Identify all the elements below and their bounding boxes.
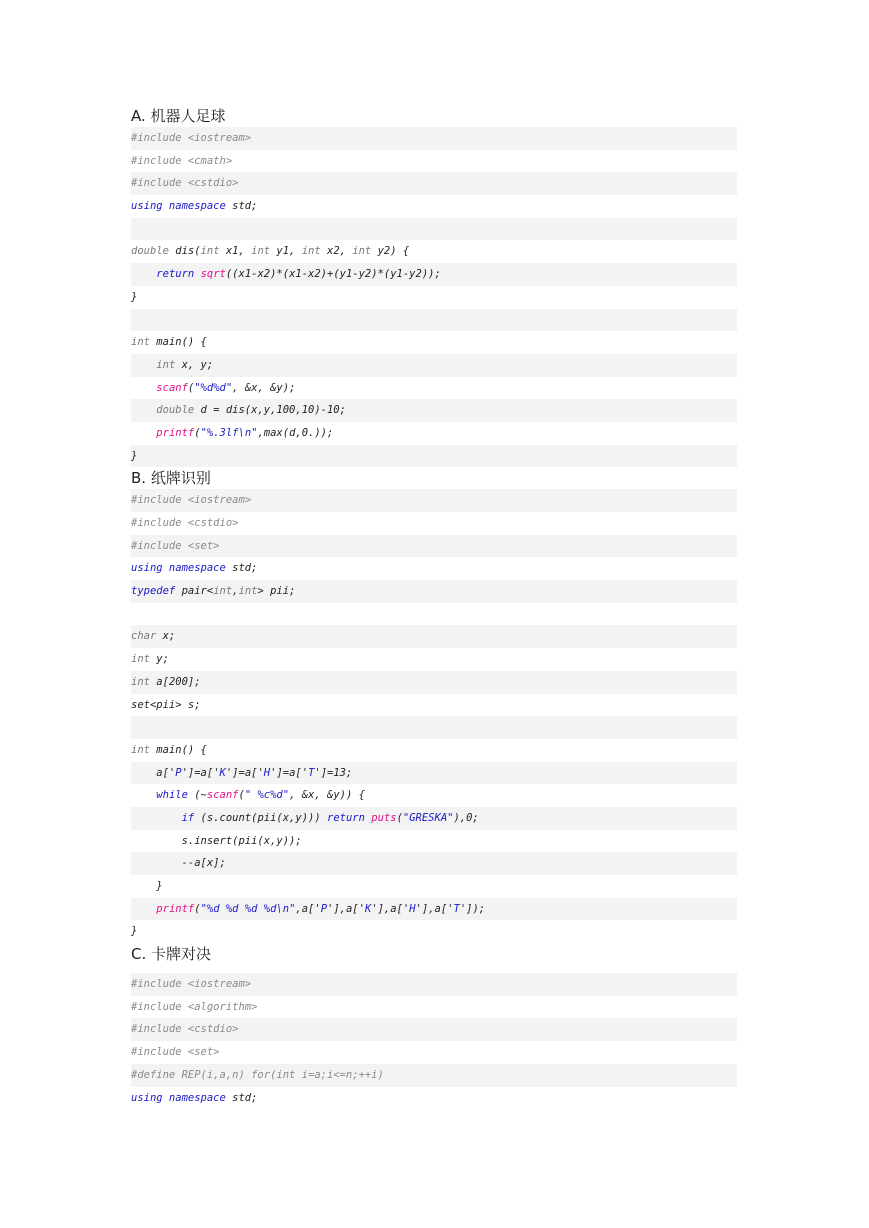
code-line <box>131 150 737 173</box>
code-line <box>131 807 737 830</box>
code-token: y1, <box>270 245 302 258</box>
code-token: ( <box>396 811 403 824</box>
code-line <box>131 1041 737 1064</box>
code-token: } <box>131 449 138 462</box>
code-token: #include <set> <box>131 1046 220 1059</box>
code-line <box>131 286 737 309</box>
code-token <box>131 903 156 915</box>
code-line <box>131 830 737 853</box>
code-line <box>131 240 737 263</box>
code-token: int <box>156 358 176 371</box>
code-line <box>131 399 737 422</box>
section-heading-robot-soccer: A. 机器人足球 <box>131 107 226 125</box>
code-token: "%d %d %d %d\n" <box>200 902 296 915</box>
code-token: P <box>175 766 182 779</box>
code-block <box>131 973 737 1109</box>
document-body <box>131 105 737 1109</box>
code-token: "%d%d" <box>194 381 233 394</box>
code-line <box>131 1087 737 1110</box>
code-token: int <box>251 245 271 258</box>
code-token: sqrt <box>200 268 226 281</box>
code-token: } <box>131 925 138 938</box>
code-token: (s.count(pii(x,y))) <box>194 811 327 824</box>
code-token: > pii; <box>257 585 296 598</box>
code-token: " %c%d" <box>244 789 290 802</box>
code-token: x2, <box>320 245 353 258</box>
code-token: T <box>308 766 315 779</box>
code-token: --a[x]; <box>131 857 226 870</box>
code-token: #include <iostream> <box>131 978 252 991</box>
code-token: main() { <box>149 336 207 349</box>
code-line <box>131 218 737 241</box>
code-line <box>131 1018 737 1041</box>
code-token: , &x, &y); <box>232 381 296 394</box>
code-token: using namespace <box>131 200 226 213</box>
code-line <box>131 172 737 195</box>
code-token: x, y; <box>175 358 214 371</box>
code-token: #include <set> <box>131 539 220 552</box>
code-token: int <box>301 245 321 258</box>
code-token: pair< <box>175 585 214 598</box>
code-line <box>131 1064 737 1087</box>
code-token: #define REP(i,a,n) for(int i=a;i<=n;++i) <box>131 1068 384 1081</box>
code-line <box>131 512 737 535</box>
code-token: int <box>131 675 150 688</box>
code-token: #include <algorithm> <box>131 1000 258 1013</box>
code-line <box>131 694 737 717</box>
code-token: main() { <box>149 743 207 756</box>
code-token: #include <cstdio> <box>131 177 239 190</box>
code-line <box>131 354 737 377</box>
code-token: K <box>219 766 226 779</box>
code-line <box>131 127 737 150</box>
code-token: double <box>131 245 169 258</box>
code-line <box>131 973 737 996</box>
code-token: y2) { <box>371 245 410 258</box>
code-token: ,max(d,0.)); <box>257 426 334 439</box>
code-token: #include <cstdio> <box>131 517 239 529</box>
code-line <box>131 195 737 218</box>
code-token: typedef <box>131 585 176 598</box>
code-line <box>131 996 737 1019</box>
code-line <box>131 445 737 468</box>
code-token: scanf <box>156 381 188 394</box>
code-line <box>131 489 737 512</box>
code-line <box>131 603 737 626</box>
section-heading-card-duel: C. 卡牌对决 <box>131 945 212 964</box>
code-line <box>131 377 737 400</box>
section-heading-card-recognition: B. 纸牌识别 <box>131 469 211 488</box>
code-token: x1, <box>219 245 252 258</box>
code-token: puts <box>371 811 397 824</box>
code-token: int <box>352 245 372 258</box>
code-token: return <box>327 811 365 824</box>
code-token <box>131 268 156 280</box>
code-token: #include <cstdio> <box>131 1023 239 1036</box>
code-token: ,a[' <box>295 902 321 915</box>
code-line <box>131 739 737 762</box>
code-token <box>131 359 156 371</box>
code-token: ']=a[' <box>225 766 264 779</box>
code-token <box>131 382 156 394</box>
code-line <box>131 762 737 785</box>
code-token: ( <box>187 381 195 394</box>
code-token: P <box>320 902 328 915</box>
code-token: int <box>213 585 233 598</box>
code-line <box>131 331 737 354</box>
code-token: int <box>131 336 150 349</box>
code-line <box>131 852 737 875</box>
code-token: ']=a[' <box>270 766 309 779</box>
code-line <box>131 580 737 603</box>
code-token: K <box>364 902 372 915</box>
code-token: , <box>232 585 239 598</box>
code-token: int <box>200 245 220 258</box>
code-token: ']=13; <box>314 766 353 779</box>
code-token: set<pii> s; <box>131 698 201 711</box>
code-line <box>131 535 737 558</box>
code-token: } <box>131 880 163 892</box>
code-token: ']); <box>459 902 486 915</box>
code-line <box>131 648 737 671</box>
code-token: int <box>131 653 150 666</box>
code-token: return <box>156 268 195 281</box>
code-line <box>131 309 737 332</box>
code-line <box>131 625 737 648</box>
code-token: y; <box>149 653 169 666</box>
code-line <box>131 557 737 580</box>
code-token: x; <box>156 630 176 643</box>
code-token: ']=a[' <box>181 766 220 779</box>
code-token: (~ <box>187 789 207 802</box>
code-token: if <box>181 811 195 824</box>
code-token: #include <cmath> <box>131 154 233 167</box>
code-token: H <box>409 902 416 915</box>
code-token: ( <box>194 902 201 915</box>
code-token: using namespace <box>131 1091 226 1104</box>
code-token: while <box>156 789 188 802</box>
code-token: std; <box>225 1091 258 1104</box>
code-token: d = dis(x,y,100,10)-10; <box>194 404 346 417</box>
code-block <box>131 489 737 943</box>
code-line <box>131 263 737 286</box>
section-gap <box>131 965 737 973</box>
code-token <box>131 427 156 439</box>
code-token: , &x, &y)) { <box>289 789 365 802</box>
code-token: "GRESKA" <box>402 811 454 824</box>
code-token: H <box>263 766 271 779</box>
code-block <box>131 127 737 467</box>
code-token: } <box>131 290 138 303</box>
code-token: printf <box>156 902 195 915</box>
code-token: #include <iostream> <box>131 132 252 144</box>
code-token: '],a[' <box>371 902 410 915</box>
code-token: ),0; <box>453 811 479 824</box>
code-token: T <box>453 902 460 915</box>
code-token: std; <box>225 200 258 213</box>
code-token: double <box>156 404 195 417</box>
code-line <box>131 784 737 807</box>
code-line <box>131 875 737 898</box>
code-token: using namespace <box>131 562 226 575</box>
code-token: s.insert(pii(x,y)); <box>131 834 302 847</box>
code-token: a[200]; <box>149 675 201 688</box>
code-token: ((x1-x2)*(x1-x2)+(y1-y2)*(y1-y2)); <box>225 268 441 281</box>
code-token: a[' <box>131 766 176 779</box>
code-token: int <box>238 585 258 598</box>
code-token: dis( <box>168 245 201 258</box>
code-line <box>131 716 737 739</box>
code-token: char <box>131 630 157 643</box>
code-token <box>131 789 156 801</box>
code-line <box>131 671 737 694</box>
code-token: ( <box>194 426 201 439</box>
code-token: "%.3lf\n" <box>200 426 258 439</box>
code-line <box>131 898 737 921</box>
code-token: ( <box>238 789 245 802</box>
code-token: int <box>131 743 150 756</box>
code-token: printf <box>156 426 195 439</box>
code-token: '],a[' <box>415 902 454 915</box>
code-token: #include <iostream> <box>131 494 252 507</box>
code-line <box>131 920 737 943</box>
code-line <box>131 422 737 445</box>
code-token: '],a[' <box>327 902 365 915</box>
code-token <box>131 404 156 416</box>
code-token <box>131 812 182 824</box>
code-token: scanf <box>206 789 239 802</box>
code-token: std; <box>225 562 258 575</box>
